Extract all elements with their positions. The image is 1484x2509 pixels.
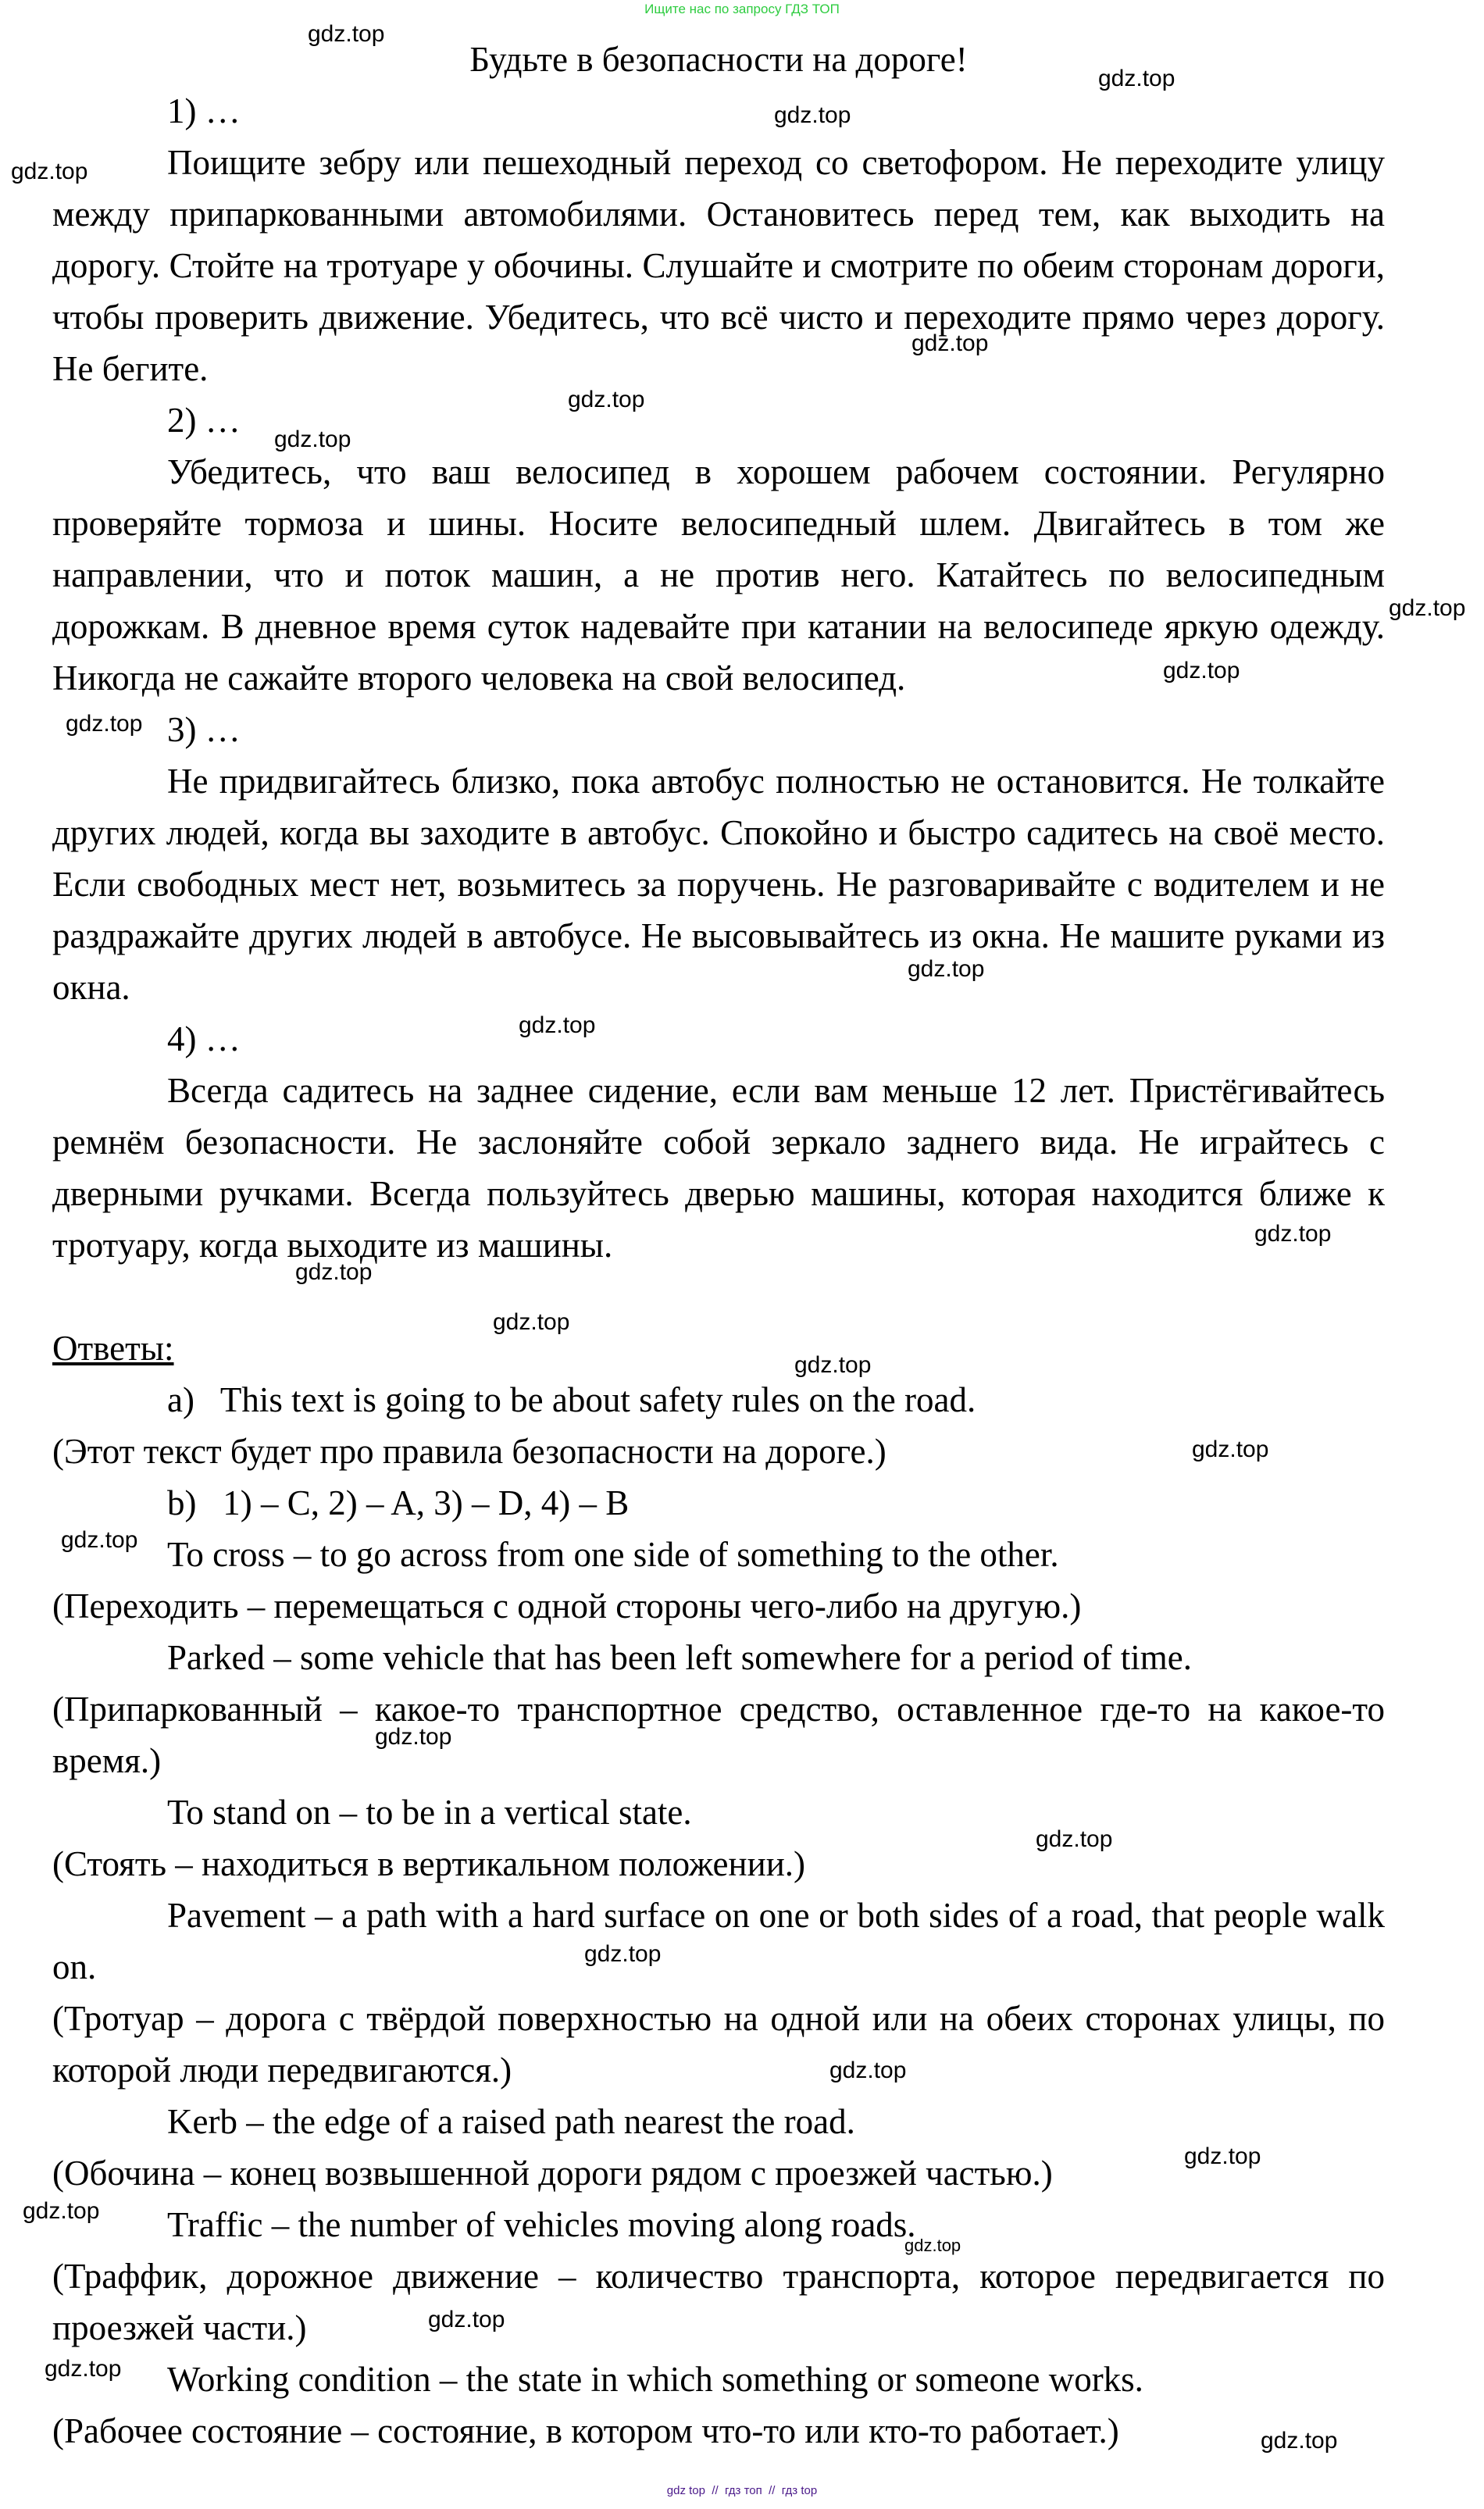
watermark: gdz.top <box>774 102 851 128</box>
section-text: Поищите зебру или пешеходный переход со светофором. Не переходите улицу между припаркованными автомобилями. Остановитесь перед тем, как выходить на дорогу. Стойте на тротуаре у обочины. Слушайте и смотрите по обеим сторонам дороги, чтобы проверить движение. Убедитесь, что всё чисто и переходите прямо через дорогу. Не бегите. <box>52 143 1385 388</box>
definition-en: To stand on – to be in a vertical state. <box>167 1793 692 1832</box>
answers-heading: Ответы: <box>52 1329 174 1368</box>
definition-ru: (Траффик, дорожное движение – количество транспорта, которое передвигается по проезжей части.) <box>52 2257 1385 2347</box>
section-text: Всегда садитесь на заднее сидение, если вам меньше 12 лет. Пристёгивайтесь ремнём безопасности. Не заслоняйте собой зеркало заднего вида. Не играйтесь с дверными ручками. Всегда пользуйтесь дверью машины, которая находится ближе к тротуару, когда выходите из машины. <box>52 1071 1385 1265</box>
definition-en: To cross – to go across from one side of something to the other. <box>167 1535 1059 1574</box>
section-text: Не придвигайтесь близко, пока автобус полностью не остановится. Не толкайте других людей, когда вы заходите в автобус. Спокойно и быстро садитесь на своё место. Если свободных мест нет, возьмитесь за поручень. Не разговаривайте с водителем и не раздражайте других людей в автобусе. Не высовывайтесь из окна. Не машите руками из окна. <box>52 762 1385 1007</box>
watermark: gdz.top <box>11 159 88 184</box>
definition-en: Parked – some vehicle that has been left somewhere for a period of time. <box>167 1638 1193 1677</box>
document-body <box>52 34 1385 2457</box>
section-text: Убедитесь, что ваш велосипед в хорошем рабочем состоянии. Регулярно проверяйте тормоза и шины. Носите велосипедный шлем. Двигайтесь в том же направлении, что и поток машин, а не против него. Катайтесь по велосипедным дорожкам. В дневное время суток надевайте при катании на велосипеде яркую одежду. Никогда не сажайте второго человека на свой велосипед. <box>52 452 1385 698</box>
definition-en: Working condition – the state in which something or someone works. <box>167 2360 1143 2399</box>
section-label: 4) … <box>167 1019 241 1058</box>
watermark: gdz.top <box>1192 1437 1269 1462</box>
footer-links: gdz top // гдз топ // гдз top <box>666 2484 818 2497</box>
watermark: gdz.top <box>45 2356 122 2382</box>
watermark: gdz.top <box>274 426 351 452</box>
watermark: gdz.top <box>568 387 645 412</box>
answer-b: b) 1) – C, 2) – A, 3) – D, 4) – B <box>167 1483 630 1522</box>
definition-ru: (Рабочее состояние – состояние, в котором что-то или кто-то работает.) <box>52 2411 1119 2450</box>
section-label: 2) … <box>167 401 241 440</box>
answer-a-translation: (Этот текст будет про правила безопасности на дороге.) <box>52 1432 886 1471</box>
watermark: gdz.top <box>1098 66 1175 91</box>
top-banner: Ищите нас по запросу ГДЗ ТОП <box>644 2 840 16</box>
watermark: gdz.top <box>1163 658 1240 683</box>
definition-en: Traffic – the number of vehicles moving along roads. <box>167 2205 916 2244</box>
watermark: gdz.top <box>61 1527 138 1553</box>
watermark: gdz.top <box>493 1309 570 1335</box>
answer-a: a) This text is going to be about safety rules on the road. <box>167 1380 976 1419</box>
definition-ru: (Обочина – конец возвышенной дороги рядом с проезжей частью.) <box>52 2154 1053 2193</box>
watermark: gdz.top <box>375 1724 452 1750</box>
watermark: gdz.top <box>1184 2143 1261 2169</box>
spacer <box>52 1271 1385 1322</box>
definition-ru: (Тротуар – дорога с твёрдой поверхностью на одной или на обеих сторонах улицы, по которой люди передвигаются.) <box>52 1999 1385 2090</box>
page-title: Будьте в безопасности на дороге! <box>469 40 968 79</box>
watermark: gdz.top <box>911 330 989 356</box>
watermark: gdz.top <box>1036 1826 1113 1852</box>
watermark: gdz.top <box>904 2236 961 2255</box>
watermark: gdz.top <box>295 1259 373 1285</box>
watermark: gdz.top <box>584 1941 662 1967</box>
definition-ru: (Припаркованный – какое-то транспортное средство, оставленное где-то на какое-то время.) <box>52 1690 1385 1780</box>
watermark: gdz.top <box>794 1352 872 1378</box>
definition-en: Pavement – a path with a hard surface on one or both sides of a road, that people walk on. <box>52 1896 1385 1986</box>
watermark: gdz.top <box>1261 2428 1338 2454</box>
watermark: gdz.top <box>1389 595 1466 621</box>
watermark: gdz.top <box>829 2058 907 2083</box>
watermark: gdz.top <box>1254 1221 1332 1247</box>
definition-ru: (Переходить – перемещаться с одной стороны чего-либо на другую.) <box>52 1586 1082 1626</box>
watermark: gdz.top <box>428 2307 505 2332</box>
section-label: 3) … <box>167 710 241 749</box>
watermark: gdz.top <box>308 21 385 47</box>
watermark: gdz.top <box>66 711 143 737</box>
watermark: gdz.top <box>23 2198 100 2224</box>
watermark: gdz.top <box>519 1012 596 1038</box>
definition-en: Kerb – the edge of a raised path nearest the road. <box>167 2102 855 2141</box>
section-label: 1) … <box>167 91 241 130</box>
definition-ru: (Стоять – находиться в вертикальном положении.) <box>52 1844 806 1883</box>
watermark: gdz.top <box>908 956 985 982</box>
